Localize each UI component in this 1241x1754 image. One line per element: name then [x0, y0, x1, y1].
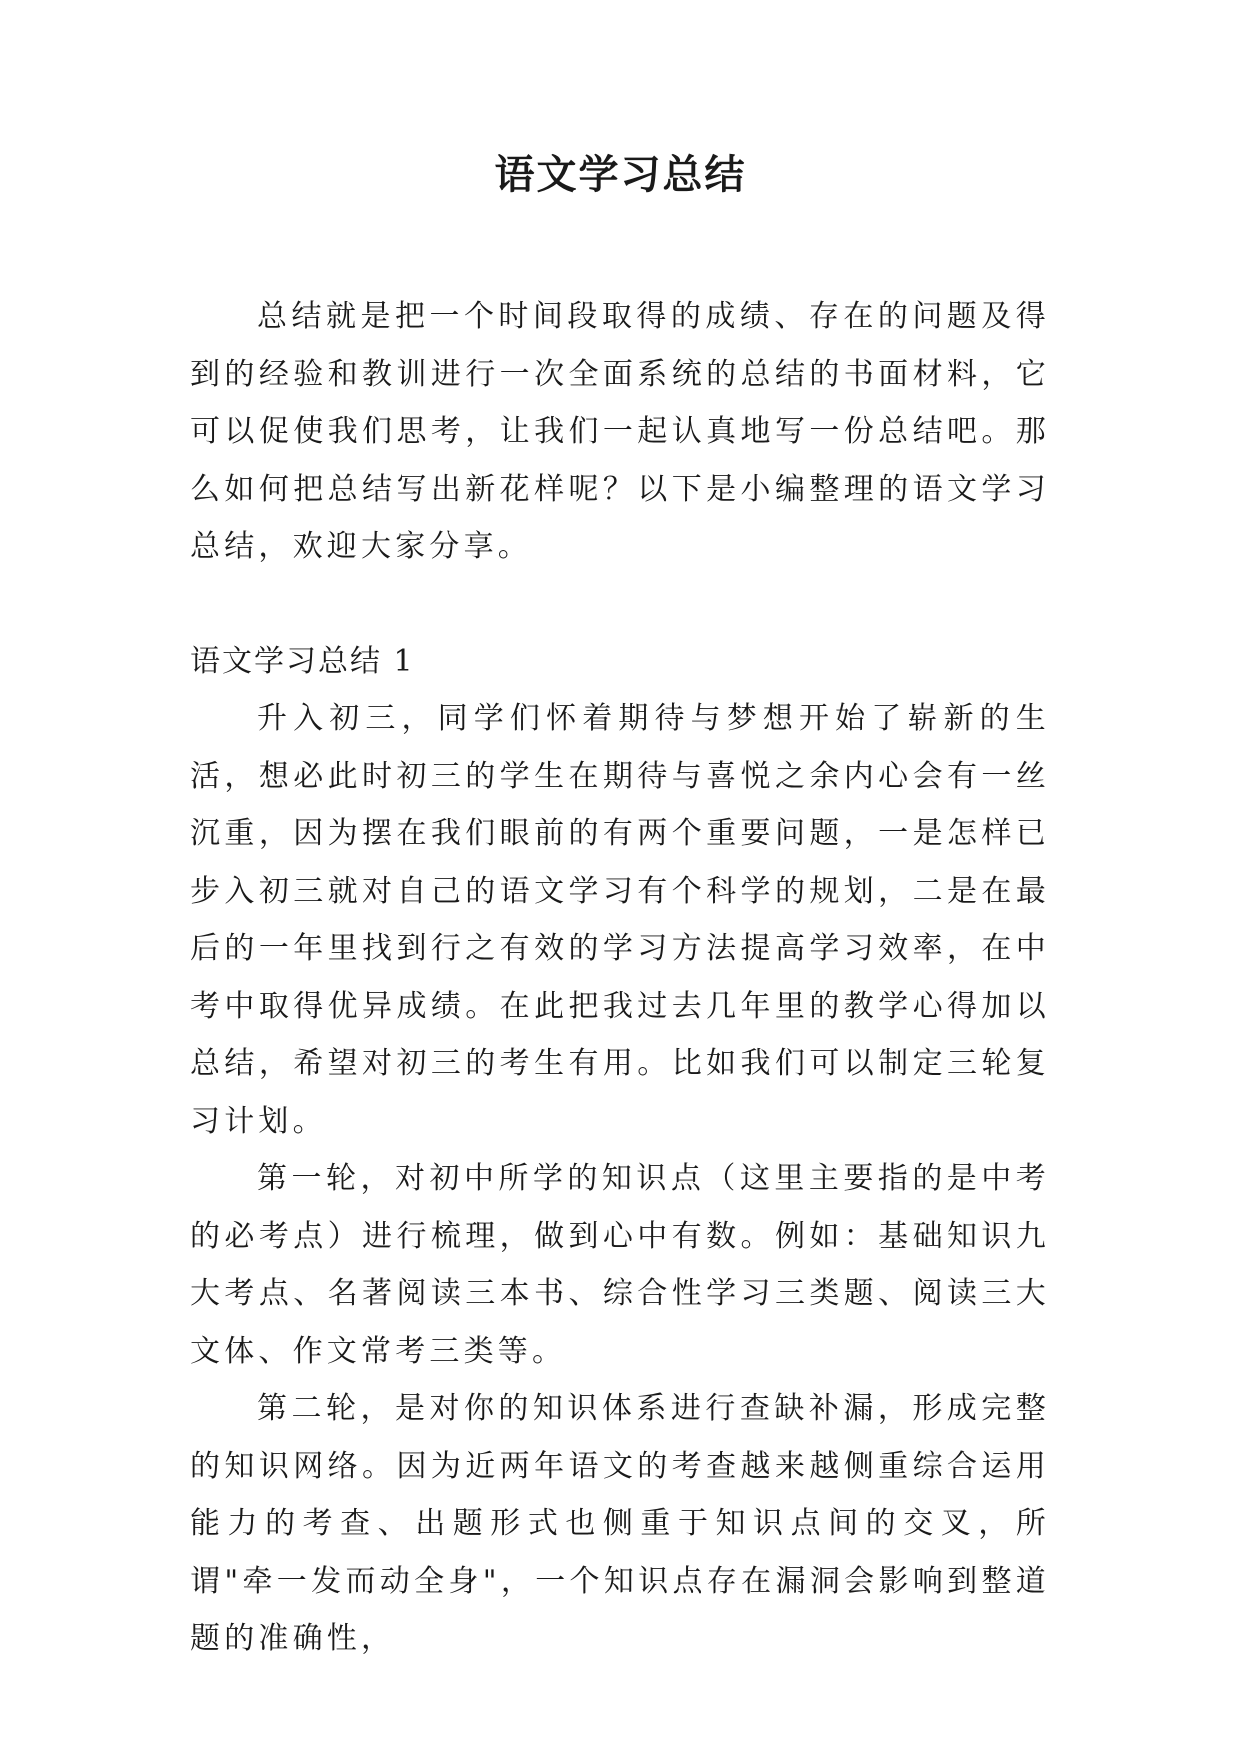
body-paragraph-3: 第二轮，是对你的知识体系进行查缺补漏，形成完整的知识网络。因为近两年语文的考查越来越侧重综合运用能力的考查、出题形式也侧重于知识点间的交叉，所谓"牵一发而动全身"，一个知识点存在漏洞会影响到整道题的准确性， — [190, 1391, 1050, 1656]
body-paragraph-1: 升入初三，同学们怀着期待与梦想开始了崭新的生活，想必此时初三的学生在期待与喜悦之余内心会有一丝沉重，因为摆在我们眼前的有两个重要问题，一是怎样已步入初三就对自己的语文学习有个科学的规划，二是在最后的一年里找到行之有效的学习方法提高学习效率，在中考中取得优异成绩。在此把我过去几年里的教学心得加以总结，希望对初三的考生有用。比如我们可以制定三轮复习计划。 — [190, 701, 1050, 1139]
document-title: 语文学习总结 — [494, 151, 747, 198]
section-heading: 语文学习总结 1 — [190, 643, 415, 679]
body-paragraph-2: 第一轮，对初中所学的知识点（这里主要指的是中考的必考点）进行梳理，做到心中有数。例如：基础知识九大考点、名著阅读三本书、综合性学习三类题、阅读三大文体、作文常考三类等。 — [190, 1161, 1050, 1369]
intro-paragraph: 总结就是把一个时间段取得的成绩、存在的问题及得到的经验和教训进行一次全面系统的总结的书面材料，它可以促使我们思考，让我们一起认真地写一份总结吧。那么如何把总结写出新花样呢？以下是小编整理的语文学习总结，欢迎大家分享。 — [190, 299, 1050, 564]
document-body — [190, 288, 1050, 1668]
spacer — [190, 576, 1050, 633]
